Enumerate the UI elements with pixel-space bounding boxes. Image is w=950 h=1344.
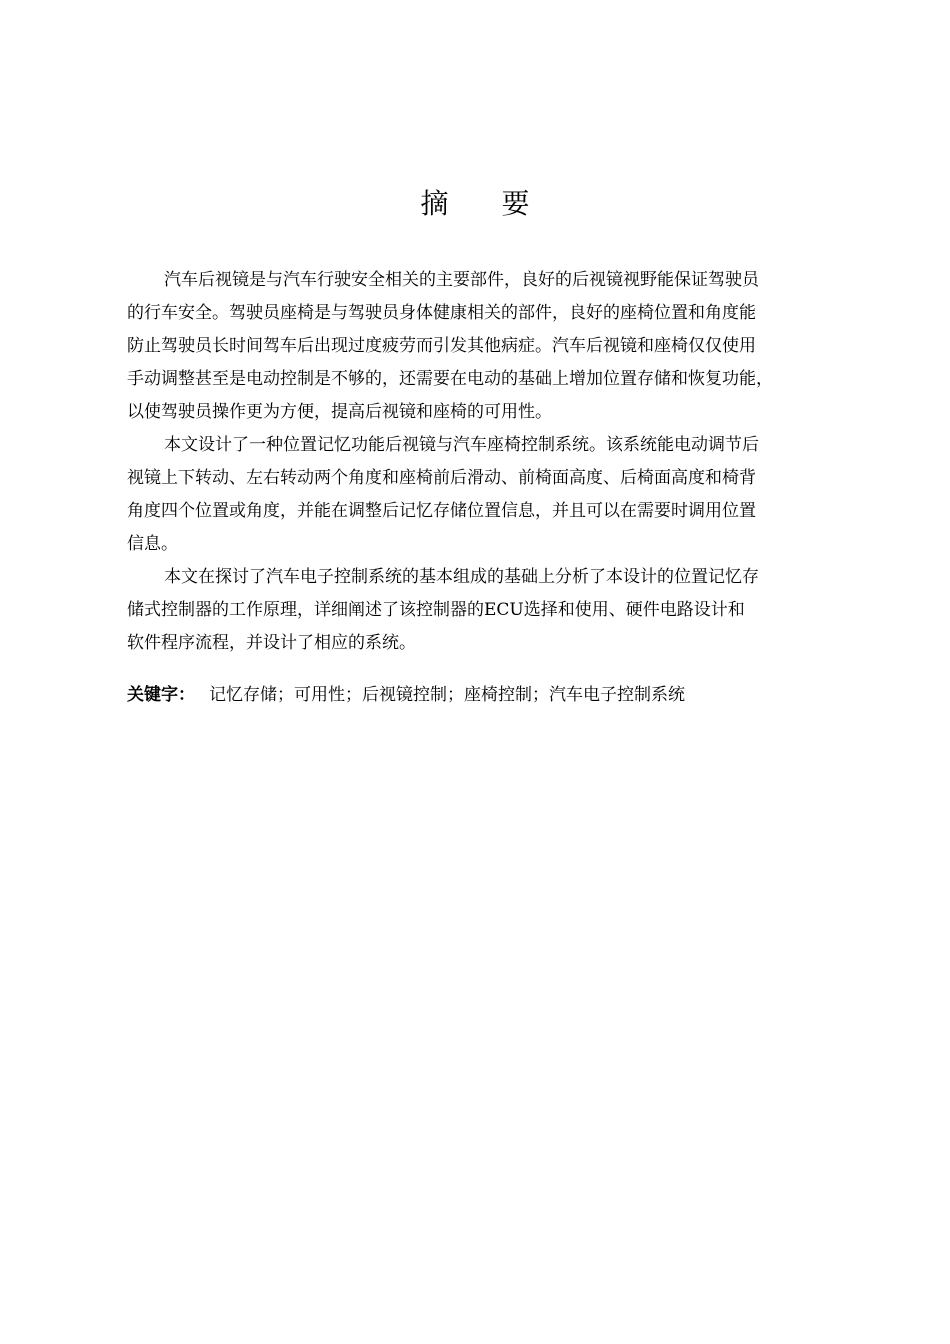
keywords-label: 关键字： — [127, 685, 195, 705]
paragraph-2 — [127, 429, 839, 561]
text-line: 视镜上下转动、左右转动两个角度和座椅前后滑动、前椅面高度、后椅面高度和椅背 — [127, 468, 756, 488]
abstract-body — [127, 264, 839, 660]
text-line: 以使驾驶员操作更为方便，提高后视镜和座椅的可用性。 — [127, 402, 552, 422]
text-line: 软件程序流程，并设计了相应的系统。 — [127, 633, 416, 653]
text-line: 防止驾驶员长时间驾车后出现过度疲劳而引发其他病症。汽车后视镜和座椅仅仅使用 — [127, 336, 756, 356]
text-line: 的行车安全。驾驶员座椅是与驾驶员身体健康相关的部件，良好的座椅位置和角度能 — [127, 303, 756, 323]
paragraph-1 — [127, 264, 839, 429]
keywords-line — [127, 680, 685, 710]
text-line: 本文在探讨了汽车电子控制系统的基本组成的基础上分析了本设计的位置记忆存 — [164, 567, 759, 587]
text-line: 汽车后视镜是与汽车行驶安全相关的主要部件，良好的后视镜视野能保证驾驶员 — [164, 270, 759, 290]
text-line: 信息。 — [127, 534, 178, 554]
text-line: 储式控制器的工作原理，详细阐述了该控制器的ECU选择和使用、硬件电路设计和 — [127, 600, 745, 620]
text-line: 角度四个位置或角度，并能在调整后记忆存储位置信息，并且可以在需要时调用位置 — [127, 501, 756, 521]
keywords-text: 记忆存储；可用性；后视镜控制；座椅控制；汽车电子控制系统 — [209, 685, 685, 705]
text-line: 手动调整甚至是电动控制是不够的，还需要在电动的基础上增加位置存储和恢复功能， — [127, 369, 773, 389]
abstract-title: 摘 要 — [420, 187, 552, 220]
paragraph-3 — [127, 561, 839, 660]
text-line: 本文设计了一种位置记忆功能后视镜与汽车座椅控制系统。该系统能电动调节后 — [164, 435, 759, 455]
